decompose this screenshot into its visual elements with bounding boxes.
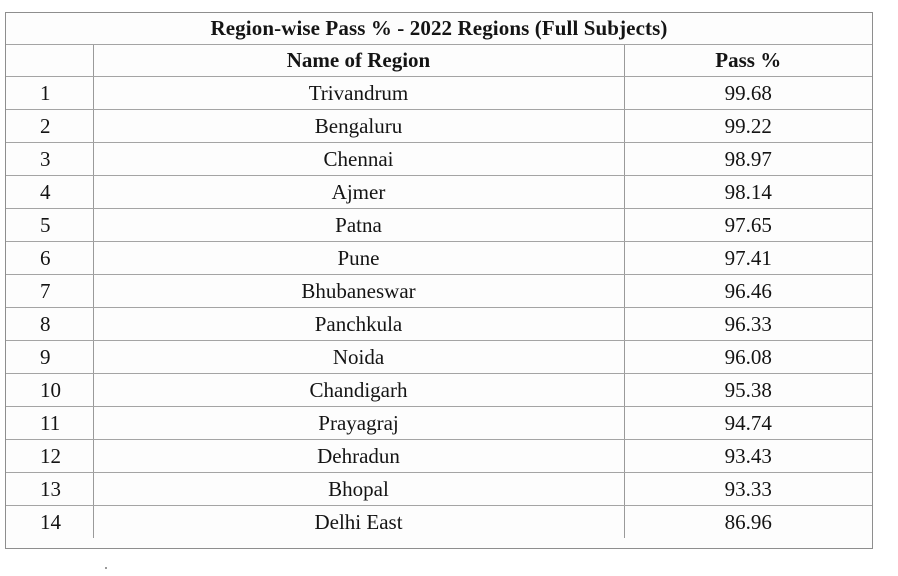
- region-name-cell: Dehradun: [93, 440, 624, 473]
- row-number: 8: [6, 308, 93, 341]
- row-number: 10: [6, 374, 93, 407]
- table-row: [6, 473, 872, 506]
- region-pass-table: [6, 13, 872, 538]
- pass-percent-cell: 99.68: [624, 77, 872, 110]
- row-number: 2: [6, 110, 93, 143]
- row-number: 9: [6, 341, 93, 374]
- table-row: [6, 143, 872, 176]
- table-row: [6, 77, 872, 110]
- pass-percent-cell: 99.22: [624, 110, 872, 143]
- row-number: 6: [6, 242, 93, 275]
- table-row: [6, 242, 872, 275]
- table-body: [6, 77, 872, 539]
- table-row: [6, 407, 872, 440]
- pass-percent-cell: 97.41: [624, 242, 872, 275]
- header-serial-number: [6, 45, 93, 77]
- row-number: 1: [6, 77, 93, 110]
- row-number: 4: [6, 176, 93, 209]
- pass-percent-cell: 93.33: [624, 473, 872, 506]
- region-name-cell: Ajmer: [93, 176, 624, 209]
- row-number: 11: [6, 407, 93, 440]
- region-name-cell: Trivandrum: [93, 77, 624, 110]
- region-name-cell: Panchkula: [93, 308, 624, 341]
- table-row: [6, 506, 872, 539]
- row-number: 7: [6, 275, 93, 308]
- row-number: 3: [6, 143, 93, 176]
- region-name-cell: Patna: [93, 209, 624, 242]
- table-row: [6, 209, 872, 242]
- table-row: [6, 176, 872, 209]
- table-header-row: [6, 45, 872, 77]
- region-name-cell: Prayagraj: [93, 407, 624, 440]
- table-title: Region-wise Pass % - 2022 Regions (Full Subjects): [6, 13, 872, 45]
- table-row: [6, 374, 872, 407]
- pass-percent-cell: 96.33: [624, 308, 872, 341]
- pass-percent-cell: 98.14: [624, 176, 872, 209]
- pass-percent-cell: 93.43: [624, 440, 872, 473]
- region-name-cell: Delhi East: [93, 506, 624, 539]
- region-name-cell: Chennai: [93, 143, 624, 176]
- header-region-name: Name of Region: [93, 45, 624, 77]
- pass-percent-cell: 96.08: [624, 341, 872, 374]
- region-name-cell: Chandigarh: [93, 374, 624, 407]
- row-number: 5: [6, 209, 93, 242]
- pass-percent-cell: 96.46: [624, 275, 872, 308]
- row-number: 13: [6, 473, 93, 506]
- region-name-cell: Bhubaneswar: [93, 275, 624, 308]
- scanned-document: [5, 12, 873, 549]
- region-name-cell: Pune: [93, 242, 624, 275]
- region-name-cell: Bengaluru: [93, 110, 624, 143]
- pass-percent-cell: 98.97: [624, 143, 872, 176]
- pass-percent-cell: 94.74: [624, 407, 872, 440]
- scan-speck: [105, 567, 107, 569]
- table-row: [6, 308, 872, 341]
- table-row: [6, 275, 872, 308]
- row-number: 14: [6, 506, 93, 539]
- region-name-cell: Bhopal: [93, 473, 624, 506]
- pass-percent-cell: 86.96: [724, 509, 772, 534]
- table-row: [6, 110, 872, 143]
- row-number: 12: [6, 440, 93, 473]
- pass-percent-cell: 95.38: [624, 374, 872, 407]
- table-row: [6, 341, 872, 374]
- region-name-cell: Noida: [93, 341, 624, 374]
- pass-percent-cell: 97.65: [624, 209, 872, 242]
- table-title-row: [6, 13, 872, 45]
- table-row: [6, 440, 872, 473]
- header-pass-percent: Pass %: [624, 45, 872, 77]
